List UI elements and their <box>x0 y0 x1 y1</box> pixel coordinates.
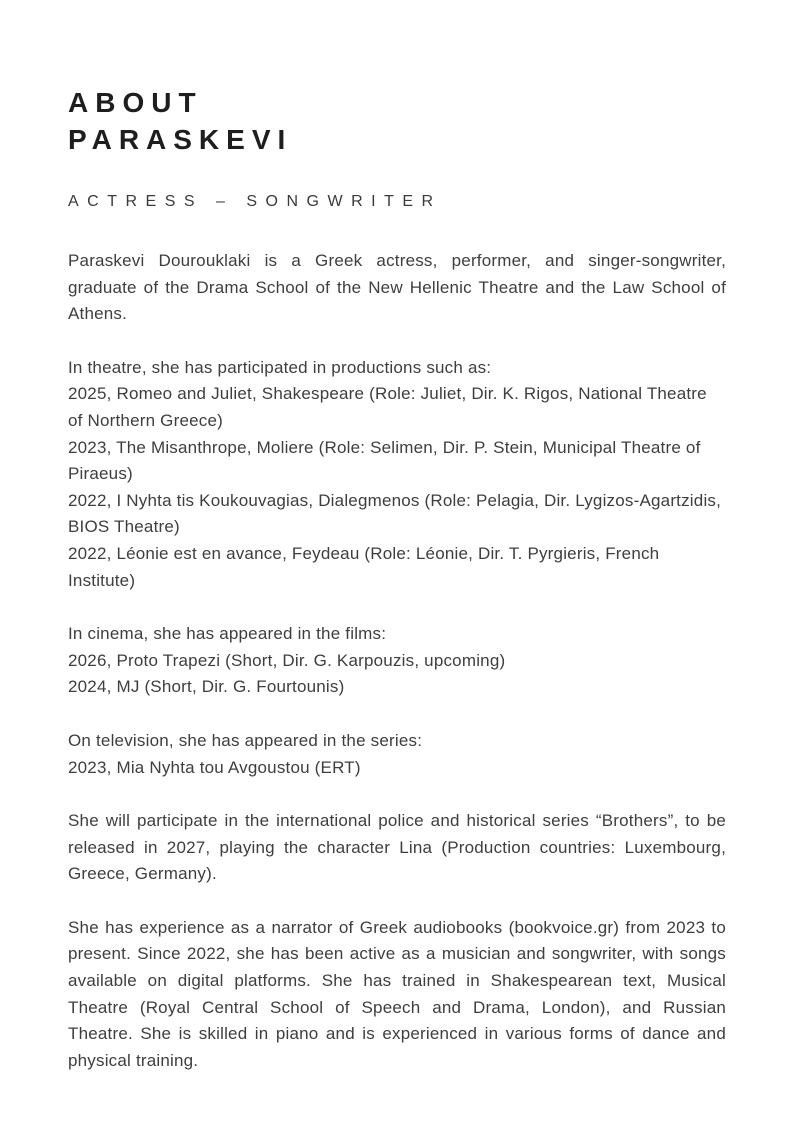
television-credits-section <box>68 728 726 781</box>
upcoming-series-paragraph: She will participate in the international police and historical series “Brothers”, to be released in 2027, playing the character Lina (Production countries: Luxembourg, Greece, Germany). <box>68 811 726 884</box>
bio-content <box>68 248 726 1074</box>
theatre-credit: 2022, I Nyhta tis Koukouvagias, Dialegmenos (Role: Pelagia, Dir. Lygizos-Agartzidis, BIOS Theatre) <box>68 490 722 537</box>
cinema-credits-section <box>68 621 726 701</box>
theatre-credit: 2025, Romeo and Juliet, Shakespeare (Role: Juliet, Dir. K. Rigos, National Theatre of Northern Greece) <box>68 384 707 430</box>
page-title <box>68 84 725 158</box>
theatre-credit: 2023, The Misanthrope, Moliere (Role: Selimen, Dir. P. Stein, Municipal Theatre of Piraeus) <box>68 437 701 484</box>
theatre-credit: 2022, Léonie est en avance, Feydeau (Role: Léonie, Dir. T. Pyrgieris, French Institute) <box>68 543 660 590</box>
cinema-section-heading: In cinema, she has appeared in the films: <box>68 624 387 644</box>
television-section-heading: On television, she has appeared in the series: <box>68 730 423 750</box>
cinema-credit: 2026, Proto Trapezi (Short, Dir. G. Karpouzis, upcoming) <box>68 650 506 670</box>
page-title-line-2: PARASKEVI <box>68 124 293 155</box>
television-credit: 2023, Mia Nyhta tou Avgoustou (ERT) <box>68 757 361 777</box>
theatre-section-heading: In theatre, she has participated in productions such as: <box>68 357 492 377</box>
cinema-credit: 2024, MJ (Short, Dir. G. Fourtounis) <box>68 677 345 697</box>
experience-paragraph: She has experience as a narrator of Greek audiobooks (bookvoice.gr) from 2023 to present. Since 2022, she has been active as a musician and songwriter, with songs available on digital platforms. She has trained in Shakespearean text, Musical Theatre (Royal Central School of Speech and Drama, London), and Russian Theatre. She is skilled in piano and is experienced in various forms of dance and physical training. <box>68 917 726 1070</box>
bio-intro-paragraph: Paraskevi Dourouklaki is a Greek actress, performer, and singer-songwriter, graduate of the Drama School of the New Hellenic Theatre and the Law School of Athens. <box>68 251 726 324</box>
theatre-credits-section <box>68 355 726 594</box>
page-subtitle: ACTRESS – SONGWRITER <box>68 193 442 210</box>
page-title-line-1: ABOUT <box>68 87 203 118</box>
